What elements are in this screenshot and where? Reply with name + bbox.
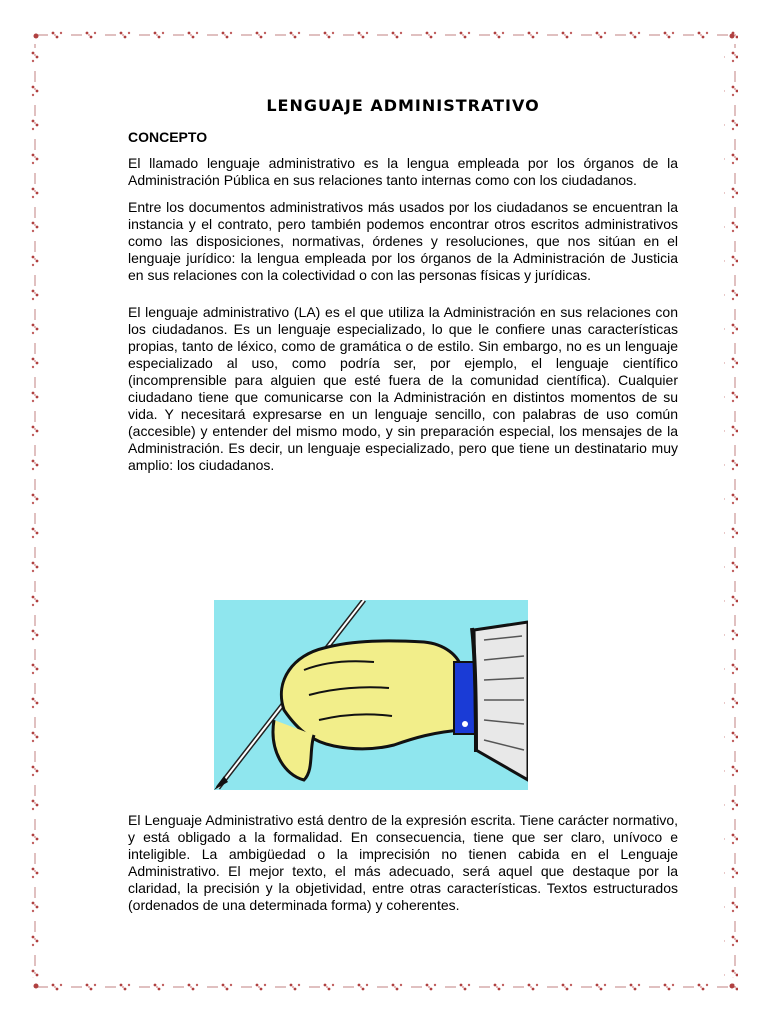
hand-writing-with-pen-icon <box>214 600 528 790</box>
document-body-continued <box>128 812 678 914</box>
paragraph-2: Entre los documentos administrativos más usados por los ciudadanos se encuentran la instancia y el contrato, pero también podemos encontrar otros escritos administrativos como las disposiciones, normativas, órdenes y resoluciones, que nos sitúan en el lenguaje jurídico: la lengua empleada por los órganos de la Administración de Justicia en sus relaciones con la colectividad o con las personas físicas y jurídicas. <box>128 199 678 283</box>
document-body <box>128 92 678 474</box>
section-heading-concepto: CONCEPTO <box>128 129 208 145</box>
paragraph-1: El llamado lenguaje administrativo es la lengua empleada por los órganos de la Administración Pública en sus relaciones tanto internas como con los ciudadanos. <box>128 155 678 188</box>
document-title: LENGUAJE ADMINISTRATIVO <box>266 96 540 115</box>
paragraph-3: El lenguaje administrativo (LA) es el que utiliza la Administración en sus relaciones con los ciudadanos. Es un lenguaje especializado, lo que le confiere unas características propias, tanto de léxico, como de gramática o de estilo. Sin embargo, no es un lenguaje especializado al uso, como podría ser, por ejemplo, el lenguaje científico (incomprensible para alguien que esté fuera de la comunidad científica). Cualquier ciudadano tiene que comunicarse con la Administración en distintos momentos de su vida. Y necesitará expresarse en un lenguaje sencillo, con palabras de uso común (accesible) y entender del mismo modo, y sin preparación especial, los mensajes de la Administración. Es decir, un lenguaje especializado, pero que tiene un destinatario muy amplio: los ciudadanos. <box>128 304 678 473</box>
paragraph-4: El Lenguaje Administrativo está dentro de la expresión escrita. Tiene carácter normativo, y está obligado a la formalidad. En consecuencia, tiene que ser claro, unívoco e inteligible. La ambigüedad o la imprecisión no tienen cabida en el Lenguaje Administrativo. El mejor texto, el más adecuado, será aquel que destaque por la claridad, la precisión y la objetividad, entre otras características. Textos estructurados (ordenados de una determinada forma) y coherentes. <box>128 812 678 913</box>
